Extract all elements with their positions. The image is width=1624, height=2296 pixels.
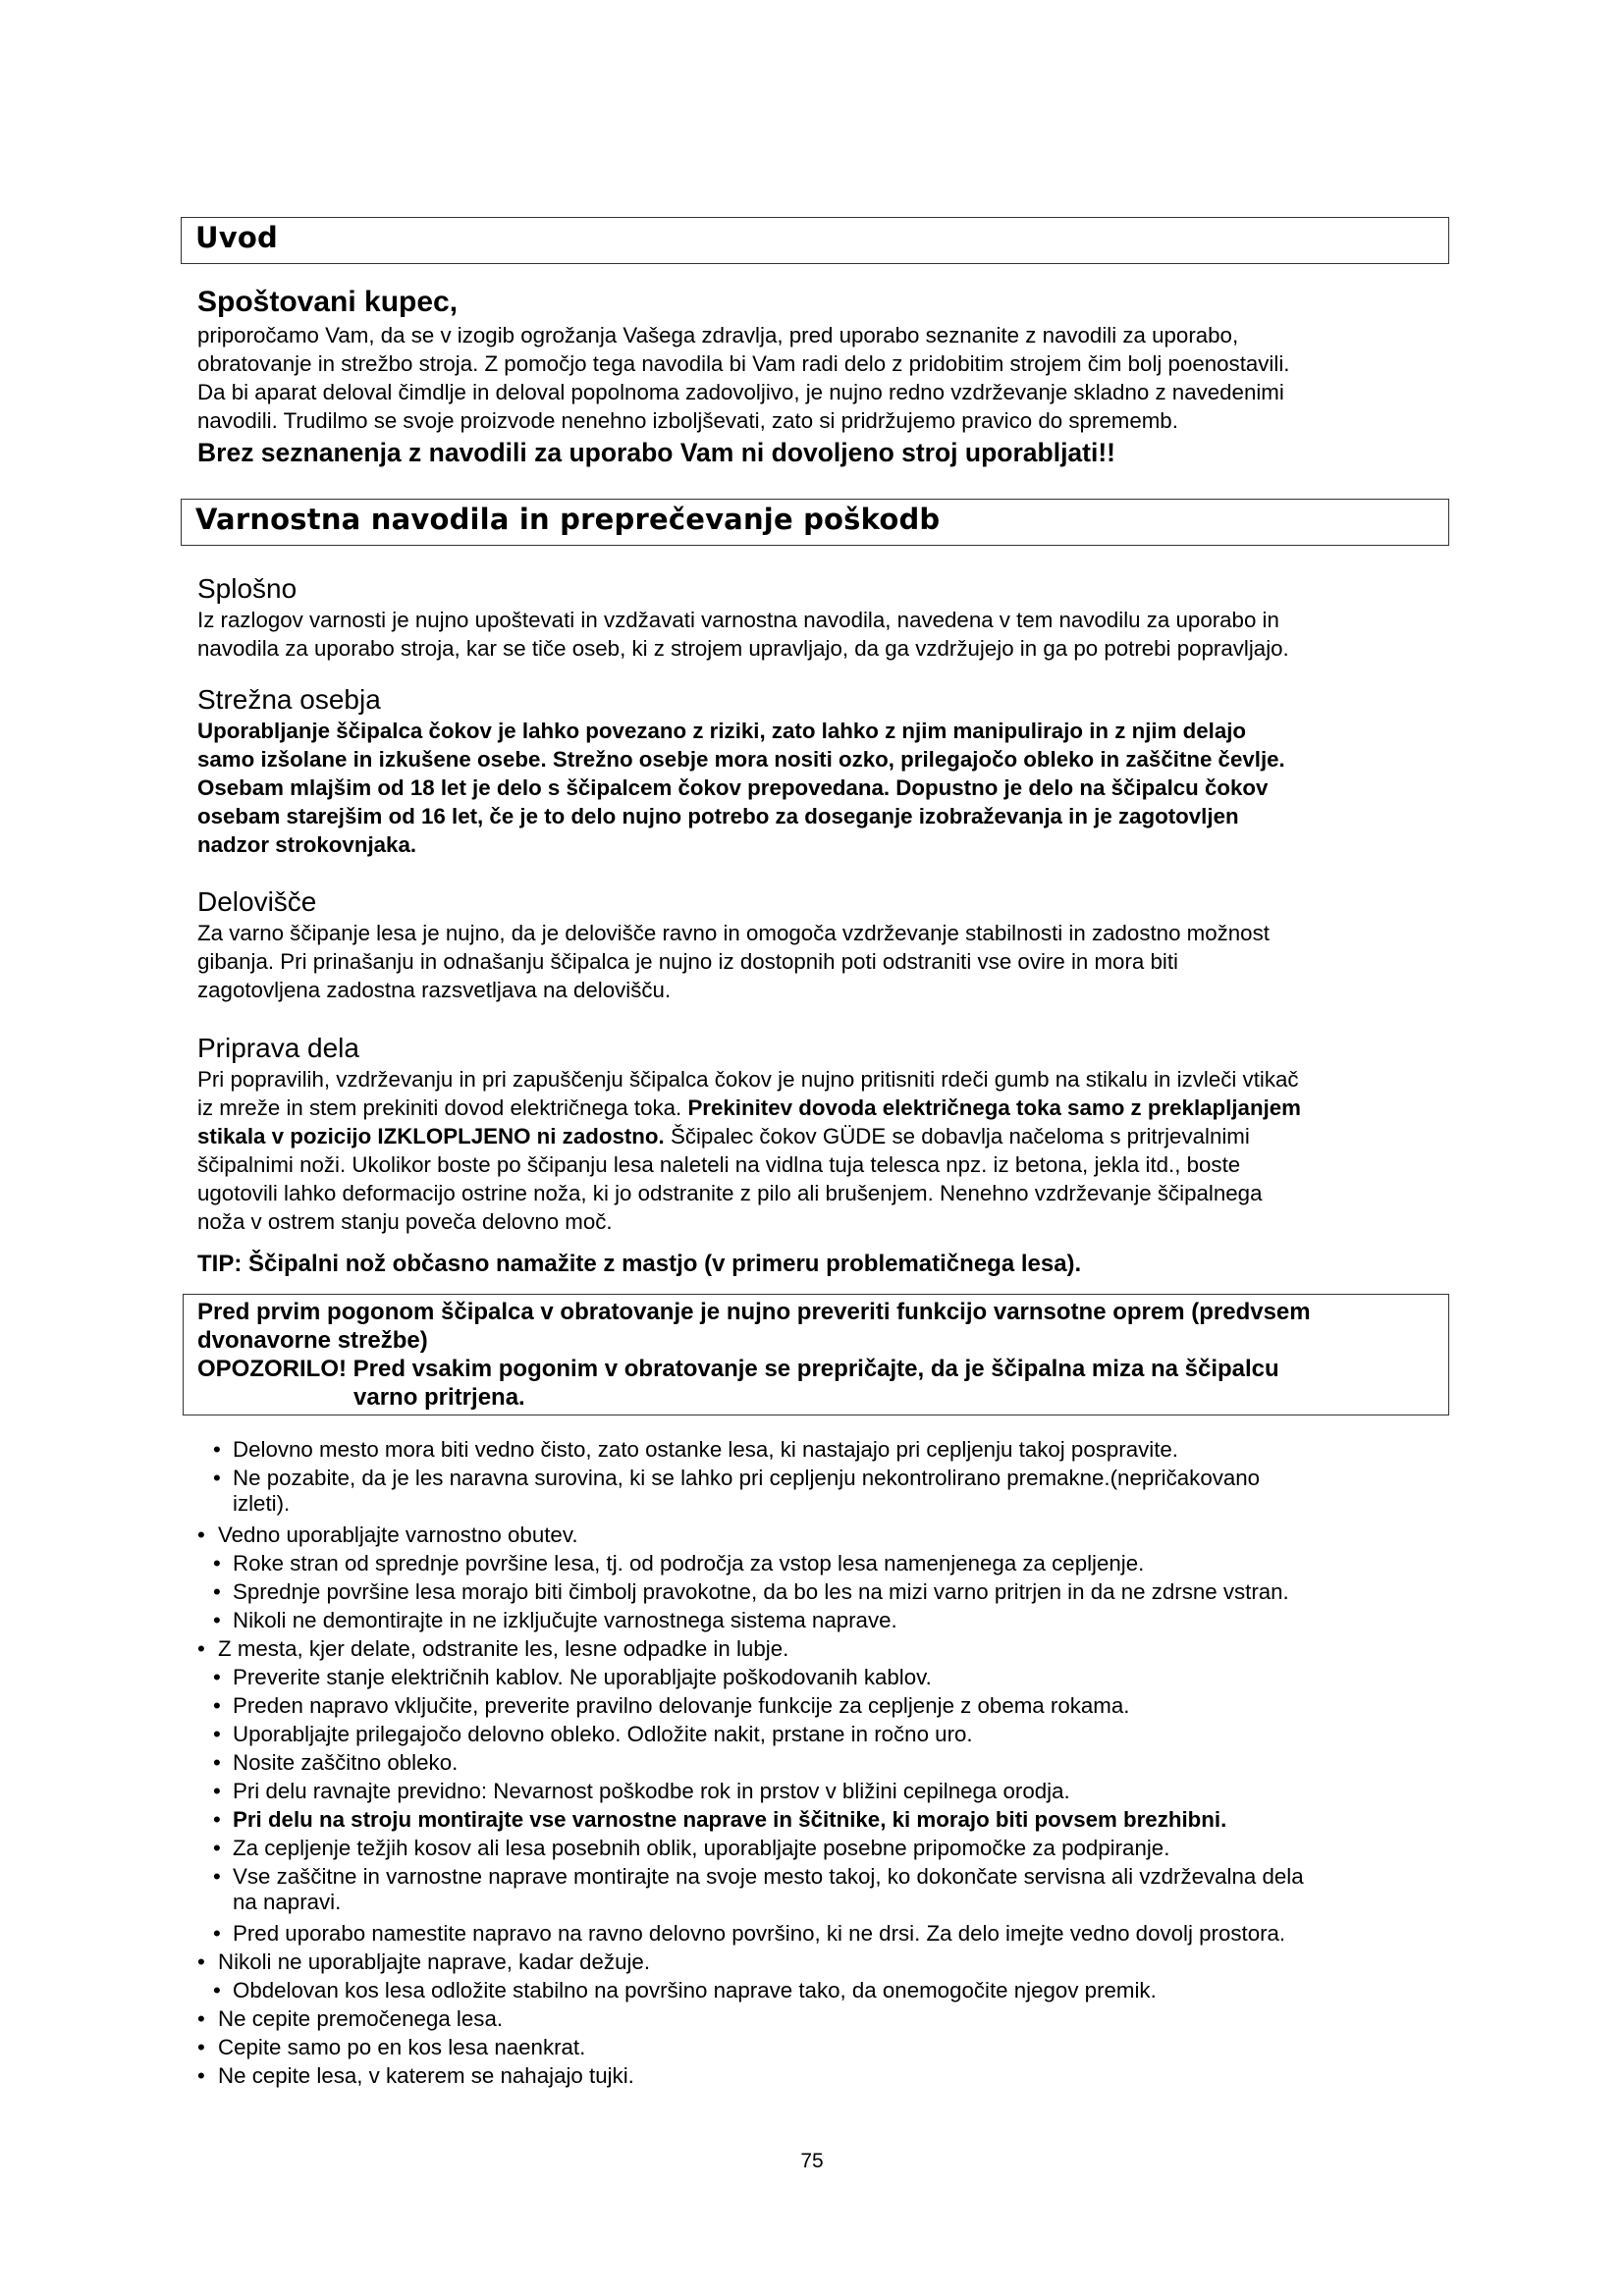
list-item (213, 1466, 1261, 1517)
priprava-line2-bold: Prekinitev dovoda električnega toka samo z preklapljanjem (687, 1095, 1301, 1120)
list-item-text: Ne pozabite, da je les naravna surovina, ki se lahko pri cepljenju nekontrolirano premakne.(nepričakovano (233, 1466, 1261, 1490)
list-item (213, 1579, 1289, 1605)
strezna-line: Osebam mlajšim od 18 let je delo s ščipalcem čokov prepovedana. Dopustno je delo na ščipalcu čokov (197, 775, 1269, 800)
priprava-line3-bold: stikala v pozicijo IZKLOPLJENO ni zadostno. (197, 1124, 665, 1148)
warning-box (183, 1294, 1449, 1415)
list-item-text: Za cepljenje težjih kosov ali lesa posebnih oblik, uporabljajte posebne pripomočke za podpiranje. (233, 1836, 1170, 1860)
list-item (197, 2035, 586, 2060)
priprava-line: noža v ostrem stanju poveča delovno moč. (197, 1209, 613, 1234)
bullet-dot: • (197, 1949, 205, 1974)
list-item (213, 1750, 459, 1776)
priprava-line (197, 1094, 1449, 1122)
section-header-uvod (181, 217, 1449, 264)
list-item (213, 1836, 1170, 1861)
strezna-line: nadzor strokovnjaka. (197, 832, 417, 857)
bullet-dot: • (213, 1466, 221, 1490)
bullet-dot: • (213, 1437, 221, 1462)
intro-paragraph (197, 321, 1449, 435)
list-item (197, 2063, 634, 2089)
section-header-varnostna (181, 499, 1449, 546)
list-item-text: Nikoli ne demontirajte in ne izključujte varnostnega sistema naprave. (233, 1608, 897, 1632)
bullet-dot: • (197, 2006, 205, 2031)
list-item-text: Pri delu ravnajte previdno: Nevarnost poškodbe rok in prstov v bližini cepilnega orodja. (233, 1779, 1070, 1803)
bullet-dot: • (197, 2063, 205, 2088)
bullet-dot: • (213, 1693, 221, 1718)
bullet-dot: • (213, 1807, 221, 1832)
warning-box-line: OPOZORILO! Pred vsakim pogonim v obratovanje se prepričajte, da je ščipalna miza na ščipalcu (197, 1356, 1279, 1382)
priprava-line3-normal: Ščipalec čokov GÜDE se dobavlja načeloma s pritrjevalnimi (664, 1124, 1250, 1148)
delovisce-line: Za varno ščipanje lesa je nujno, da je delovišče ravno in omogoča vzdrževanje stabilnosti in zadostno možnost (197, 921, 1270, 945)
list-item-text: Sprednje površine lesa morajo biti čimbolj pravokotne, da bo les na mizi varno pritrjen in da ne zdrsne vstran. (233, 1579, 1289, 1604)
splosno-paragraph (197, 606, 1449, 663)
list-item (213, 1978, 1157, 2003)
list-item (213, 1608, 897, 1633)
bullet-dot: • (213, 1750, 221, 1775)
bullet-dot: • (213, 1978, 221, 2002)
list-item-text: Obdelovan kos lesa odložite stabilno na površino naprave tako, da onemogočite njegov premik. (233, 1978, 1157, 2002)
list-item-text: Preden napravo vključite, preverite pravilno delovanje funkcije za cepljenje z obema rokama. (233, 1693, 1130, 1718)
list-item-text: na napravi. (233, 1890, 342, 1914)
list-item (213, 1921, 1286, 1947)
intro-line: Da bi aparat deloval čimdlje in deloval popolnoma zadovoljivo, je nujno redno vzdrževanje skladno z navedenimi (197, 380, 1284, 404)
list-item (197, 2006, 504, 2032)
splosno-line: Iz razlogov varnosti je nujno upoštevati in vzdžavati varnostna navodila, navedena v tem navodilu za uporabo in (197, 608, 1279, 632)
bullet-dot: • (197, 2035, 205, 2059)
bullet-dot: • (213, 1722, 221, 1746)
strezna-line: osebam starejšim od 16 let, če je to delo nujno potrebo za doseganje izobraževanja in je zagotovljen (197, 804, 1239, 828)
priprava-line: ščipalnimi noži. Ukolikor boste po ščipanju lesa naleteli na vidlna tuja telesca npz. iz betona, jekla itd., boste (197, 1152, 1241, 1177)
warning-box-line: Pred prvim pogonom ščipalca v obratovanje je nujno preveriti funkcijo varnsotne oprem (predvsem (197, 1299, 1311, 1325)
bullet-dot: • (197, 1522, 205, 1547)
priprava-line (197, 1122, 1449, 1150)
bullet-dot: • (213, 1665, 221, 1689)
list-item-text: Preverite stanje električnih kablov. Ne uporabljajte poškodovanih kablov. (233, 1665, 932, 1689)
list-item-text: Nikoli ne uporabljajte naprave, kadar dežuje. (218, 1949, 651, 1974)
list-item (213, 1437, 1178, 1463)
priprava-heading: Priprava dela (197, 1033, 359, 1063)
bullet-dot: • (213, 1836, 221, 1860)
delovisce-line: zagotovljena zadostna razsvetljava na delovišču. (197, 978, 672, 1002)
list-item-text: Ne cepite lesa, v katerem se nahajajo tujki. (218, 2063, 634, 2088)
priprava-line2-normal: iz mreže in stem prekiniti dovod električnega toka. (197, 1095, 688, 1120)
warning-box-line: varno pritrjena. (353, 1384, 525, 1411)
list-item-text: izleti). (233, 1491, 291, 1516)
warning-box-line: dvonavorne strežbe) (197, 1327, 428, 1354)
list-item-text: Delovno mesto mora biti vedno čisto, zato ostanke lesa, ki nastajajo pri cepljenju takoj pospravite. (233, 1437, 1178, 1462)
list-item (197, 1636, 789, 1662)
section-title-varnostna: Varnostna navodila in preprečevanje poškodb (195, 503, 941, 536)
list-item-text: Roke stran od sprednje površine lesa, tj. od področja za vstop lesa namenjenega za cepljenje. (233, 1551, 1145, 1575)
list-item (197, 1949, 651, 1975)
delovisce-heading: Delovišče (197, 886, 317, 917)
list-item-text: Pred uporabo namestite napravo na ravno delovno površino, ki ne drsi. Za delo imejte vedno dovolj prostora. (233, 1921, 1286, 1946)
list-item-text: Cepite samo po en kos lesa naenkrat. (218, 2035, 586, 2059)
list-item (213, 1779, 1070, 1804)
bullet-dot: • (213, 1864, 221, 1889)
strezna-paragraph (197, 717, 1449, 859)
list-item (213, 1722, 973, 1747)
list-item-text: Ne cepite premočenega lesa. (218, 2006, 504, 2031)
splosno-line: navodila za uporabo stroja, kar se tiče oseb, ki z strojem upravljajo, da ga vzdržujejo in ga po potrebi popravljajo. (197, 636, 1289, 661)
page-number: 75 (800, 2150, 824, 2172)
bullet-dot: • (213, 1779, 221, 1803)
section-title-uvod: Uvod (195, 221, 278, 254)
greeting-heading: Spoštovani kupec, (197, 286, 459, 318)
list-item (213, 1551, 1145, 1576)
splosno-heading: Splošno (197, 573, 298, 604)
list-item-text: Nosite zaščitno obleko. (233, 1750, 459, 1775)
bullet-dot: • (213, 1551, 221, 1575)
list-item-text: Pri delu na stroju montirajte vse varnostne naprave in ščitnike, ki morajo biti povsem brezhibni. (233, 1807, 1227, 1832)
intro-line: obratovanje in strežbo stroja. Z pomočjo tega navodila bi Vam radi delo z pridobitim strojem čim bolj poenostavili. (197, 351, 1290, 376)
list-item (197, 1522, 578, 1548)
list-item (213, 1693, 1130, 1719)
priprava-paragraph (197, 1065, 1449, 1236)
list-item (213, 1665, 932, 1690)
list-item-text: Uporabljajte prilegajočo delovno obleko. Odložite nakit, prstane in ročno uro. (233, 1722, 973, 1746)
intro-line: priporočamo Vam, da se v izogib ogrožanja Vašega zdravlja, pred uporabo seznanite z navodili za uporabo, (197, 323, 1239, 347)
bullet-dot: • (213, 1921, 221, 1946)
list-item-text: Z mesta, kjer delate, odstranite les, lesne odpadke in lubje. (218, 1636, 789, 1661)
intro-warning: Brez seznanenja z navodili za uporabo Vam ni dovoljeno stroj uporabljati!! (197, 438, 1116, 467)
list-item-text: Vse zaščitne in varnostne naprave montirajte na svoje mesto takoj, ko dokončate servisna ali vzdrževalna dela (233, 1864, 1304, 1889)
strezna-heading: Strežna osebja (197, 684, 381, 715)
bullet-dot: • (197, 1636, 205, 1661)
bullet-dot: • (213, 1579, 221, 1604)
intro-line: navodili. Trudilmo se svoje proizvode nenehno izboljševati, zato si pridržujemo pravico do sprememb. (197, 408, 1178, 433)
delovisce-line: gibanja. Pri prinašanju in odnašanju ščipalca je nujno iz dostopnih poti odstraniti vse ovire in mora biti (197, 949, 1178, 974)
bullet-dot: • (213, 1608, 221, 1632)
strezna-line: samo izšolane in izkušene osebe. Strežno osebje mora nositi ozko, prilegajočo obleko in zaščitne čevlje. (197, 747, 1285, 772)
strezna-line: Uporabljanje ščipalca čokov je lahko povezano z riziki, zato lahko z njim manipulirajo in z njim delajo (197, 719, 1247, 743)
list-item-text: Vedno uporabljajte varnostno obutev. (218, 1522, 578, 1547)
list-item (213, 1807, 1227, 1833)
tip-line: TIP: Ščipalni nož občasno namažite z mastjo (v primeru problematičnega lesa). (197, 1251, 1082, 1277)
delovisce-paragraph (197, 919, 1449, 1004)
priprava-line: Pri popravilih, vzdrževanju in pri zapuščenju ščipalca čokov je nujno pritisniti rdeči gumb na stikalu in izvleči vtikač (197, 1067, 1299, 1092)
priprava-line: ugotovili lahko deformacijo ostrine noža, ki jo odstranite z pilo ali brušenjem. Nenehno vzdrževanje ščipalnega (197, 1181, 1263, 1205)
list-item (213, 1864, 1304, 1915)
